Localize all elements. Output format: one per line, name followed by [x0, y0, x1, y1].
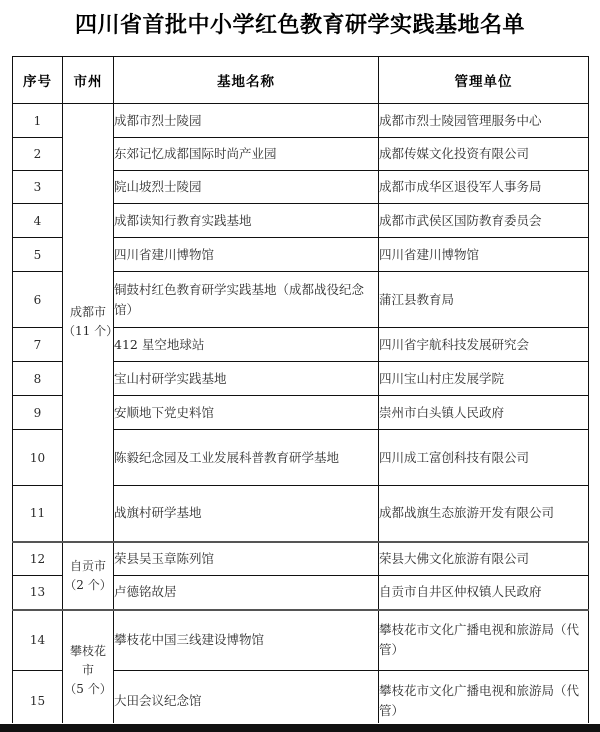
cell-city-group [63, 610, 114, 732]
cell-managing-unit: 荣县大佛文化旅游有限公司 [379, 542, 589, 576]
cell-managing-unit: 四川省宇航科技发展研究会 [379, 328, 589, 362]
city-count: （11 个） [63, 324, 119, 339]
cell-managing-unit: 四川成工富创科技有限公司 [379, 430, 589, 486]
cell-no: 10 [13, 430, 63, 486]
city-name: 成都市 [69, 305, 106, 320]
cell-base-name: 四川省建川博物馆 [114, 238, 379, 272]
cell-no: 4 [13, 204, 63, 238]
column-header-no: 序号 [13, 57, 63, 104]
table-row [13, 542, 589, 576]
cell-base-name: 铜鼓村红色教育研学实践基地（成都战役纪念馆） [114, 272, 379, 328]
cell-base-name: 卢德铭故居 [114, 576, 379, 610]
cell-managing-unit: 成都市成华区退役军人事务局 [379, 171, 589, 204]
page-bottom-edge [0, 724, 600, 732]
city-name: 攀枝花 [69, 644, 106, 659]
cell-base-name: 战旗村研学基地 [114, 486, 379, 542]
cell-managing-unit: 攀枝花市文化广播电视和旅游局（代管） [379, 671, 589, 732]
column-header-city: 市州 [63, 57, 114, 104]
cell-base-name: 攀枝花中国三线建设博物馆 [114, 610, 379, 671]
city-count: （2 个） [64, 577, 112, 592]
cell-base-name: 东郊记忆成都国际时尚产业园 [114, 138, 379, 171]
cell-no: 15 [13, 671, 63, 732]
cell-base-name: 412 星空地球站 [114, 328, 379, 362]
cell-managing-unit: 四川省建川博物馆 [379, 238, 589, 272]
table-header [13, 57, 589, 104]
cell-managing-unit: 崇州市白头镇人民政府 [379, 396, 589, 430]
cell-no: 13 [13, 576, 63, 610]
table-row [13, 610, 589, 671]
cell-no: 5 [13, 238, 63, 272]
cell-base-name: 宝山村研学实践基地 [114, 362, 379, 396]
cell-no: 7 [13, 328, 63, 362]
cell-no: 9 [13, 396, 63, 430]
cell-managing-unit: 自贡市自井区仲权镇人民政府 [379, 576, 589, 610]
table-row [13, 104, 589, 138]
cell-no: 14 [13, 610, 63, 671]
cell-managing-unit: 成都市烈士陵园管理服务中心 [379, 104, 589, 138]
city-name: 自贡市 [69, 558, 106, 573]
cell-base-name: 成都市烈士陵园 [114, 104, 379, 138]
cell-no: 2 [13, 138, 63, 171]
cell-base-name: 成都读知行教育实践基地 [114, 204, 379, 238]
cell-base-name: 院山坡烈士陵园 [114, 171, 379, 204]
page-title: 四川省首批中小学红色教育研学实践基地名单 [74, 13, 525, 38]
cell-managing-unit: 成都战旗生态旅游开发有限公司 [379, 486, 589, 542]
cell-no: 11 [13, 486, 63, 542]
table-body [13, 104, 589, 732]
cell-managing-unit: 攀枝花市文化广播电视和旅游局（代管） [379, 610, 589, 671]
cell-no: 12 [13, 542, 63, 576]
cell-managing-unit: 四川宝山村庄发展学院 [379, 362, 589, 396]
cell-managing-unit: 蒲江县教育局 [379, 272, 589, 328]
city-name-cont: 市 [81, 663, 94, 678]
cell-city-group [63, 542, 114, 610]
cell-managing-unit: 成都市武侯区国防教育委员会 [379, 204, 589, 238]
cell-city-group [63, 104, 119, 542]
cell-no: 3 [13, 171, 63, 204]
bases-listing-table [12, 56, 589, 732]
cell-no: 6 [13, 272, 63, 328]
cell-base-name: 荣县吴玉章陈列馆 [114, 542, 379, 576]
cell-managing-unit: 成都传媒文化投资有限公司 [379, 138, 589, 171]
column-header-name: 基地名称 [114, 57, 379, 104]
table-header-row [13, 57, 589, 104]
cell-base-name: 陈毅纪念园及工业发展科普教育研学基地 [114, 430, 379, 486]
cell-base-name: 大田会议纪念馆 [114, 671, 379, 732]
cell-base-name: 安顺地下党史料馆 [114, 396, 379, 430]
cell-no: 1 [13, 104, 63, 138]
column-header-unit: 管理单位 [379, 57, 589, 104]
cell-no: 8 [13, 362, 63, 396]
table-container [12, 56, 588, 732]
city-count: （5 个） [64, 682, 112, 697]
